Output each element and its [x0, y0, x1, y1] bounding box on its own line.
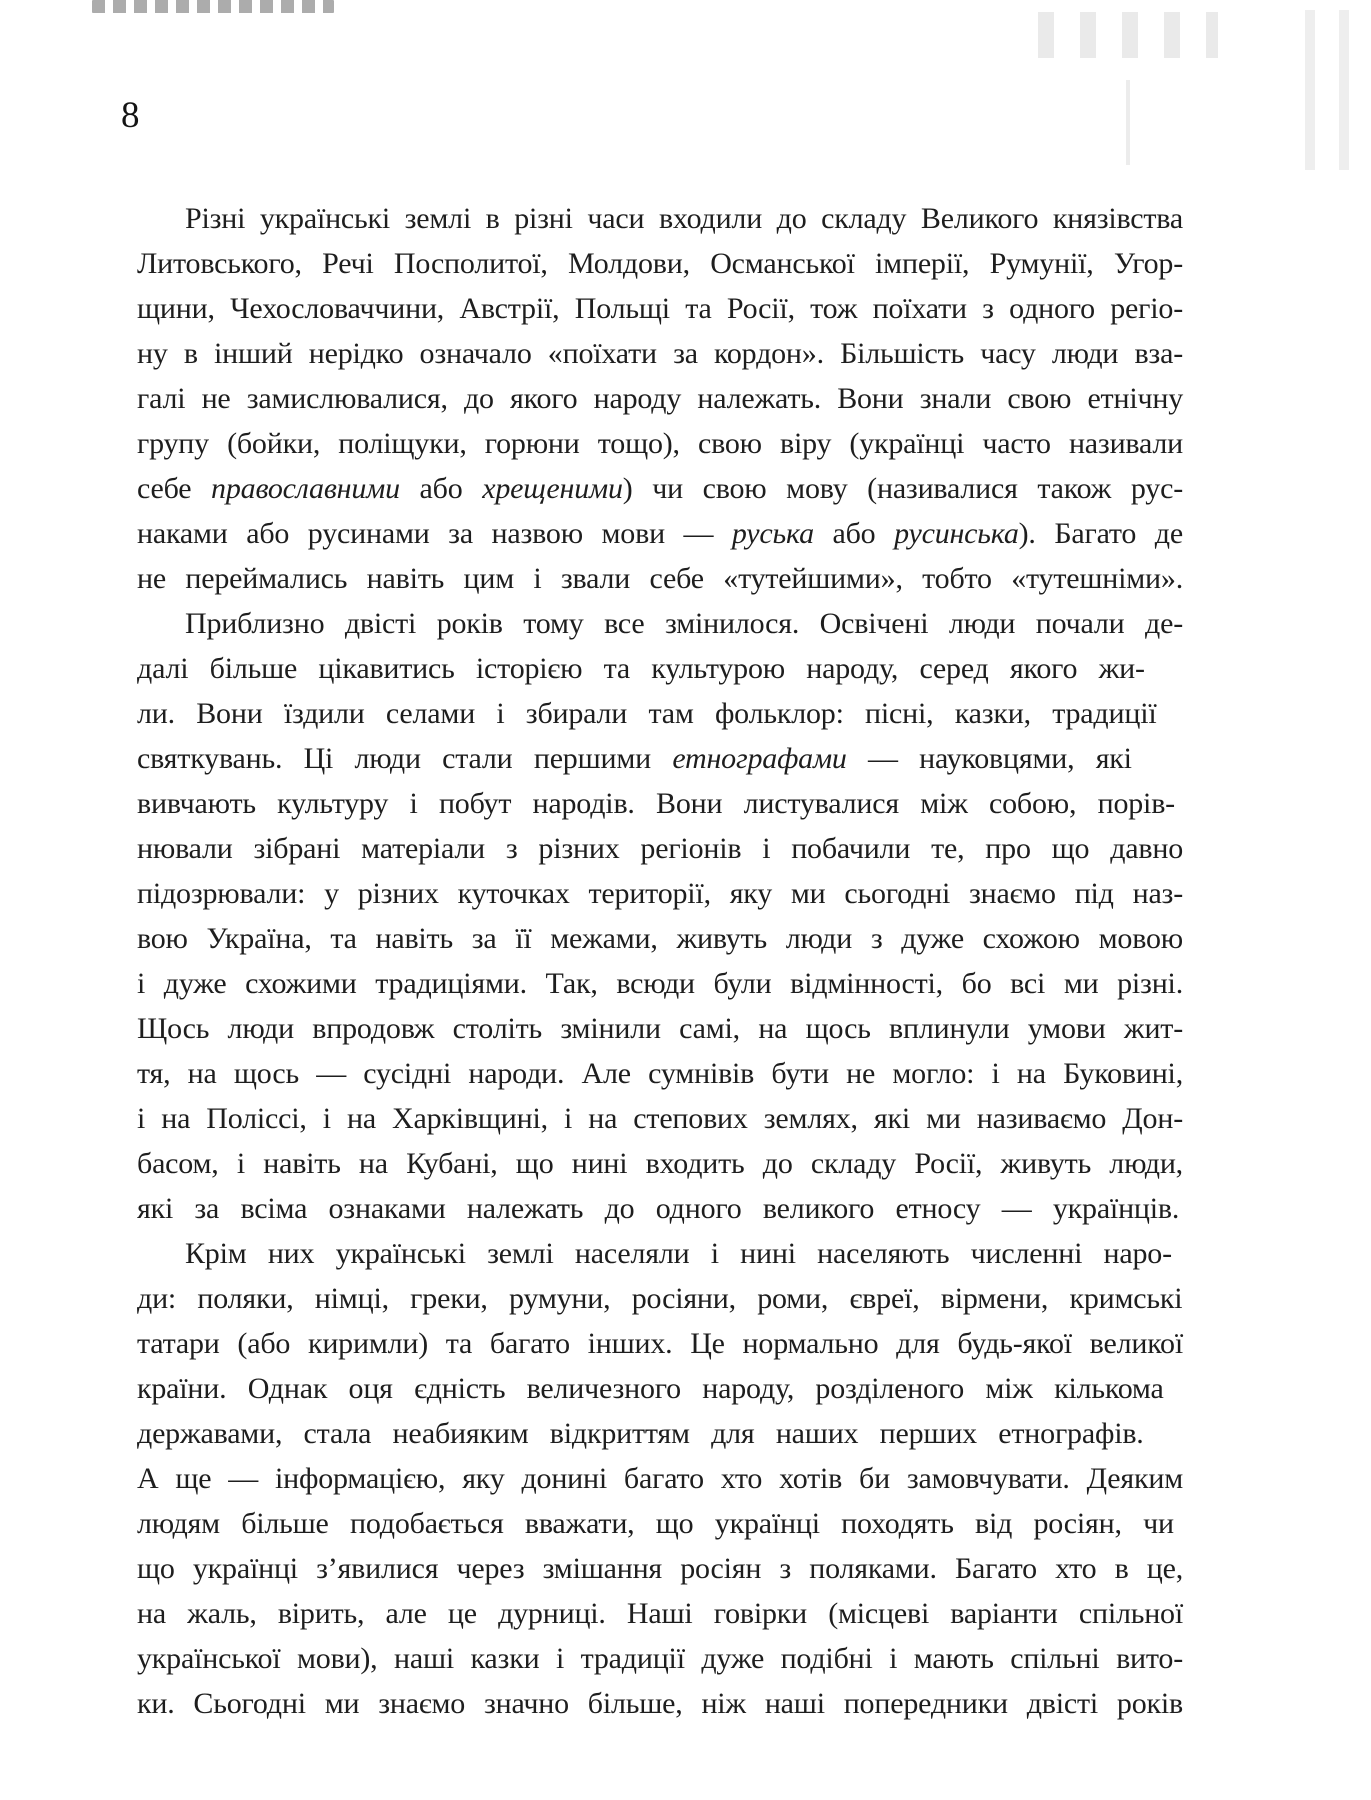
text-segment: групу (бойки, поліщуки, горюни тощо), свою віру (українці часто називали: [137, 427, 1183, 460]
text-line: [137, 1051, 1183, 1096]
text-line: [137, 421, 1183, 466]
text-line: [137, 466, 1183, 511]
text-line: [137, 196, 1183, 241]
text-segment: що українці з’явилися через змішання росіян з поляками. Багато хто в це,: [137, 1552, 1183, 1585]
text-line: [137, 1231, 1183, 1276]
text-segment: Щось люди впродовж століть змінили самі, на щось вплинули умови жит-: [137, 1012, 1183, 1045]
text-segment: української мови), наші казки і традиції дуже подібні і мають спільні вито-: [137, 1642, 1183, 1675]
text-line: [137, 1366, 1183, 1411]
text-segment: державами, стала неабияким відкриттям для наших перших етнографів.: [137, 1417, 1144, 1450]
body-text: [137, 196, 1183, 1726]
text-segment: Різні українські землі в різні часи входили до складу Великого князівства: [185, 202, 1183, 235]
text-segment: нювали зібрані матеріали з різних регіонів і побачили те, про що давно: [137, 832, 1183, 865]
text-segment: Приблизно двісті років тому все змінилося. Освічені люди почали де-: [185, 607, 1183, 640]
text-segment: святкувань. Ці люди стали першими: [137, 742, 673, 775]
text-line: [137, 1096, 1183, 1141]
text-segment: вою Україна, та навіть за її межами, живуть люди з дуже схожою мовою: [137, 922, 1183, 955]
text-segment: А ще — інформацією, яку донині багато хто хотів би замовчувати. Деяким: [137, 1462, 1183, 1495]
text-segment: країни. Однак оця єдність величезного народу, розділеного між кількома: [137, 1372, 1164, 1405]
paragraph: [137, 1231, 1183, 1726]
scan-artifact-top-right-edge: [1305, 10, 1371, 170]
text-segment: які за всіма ознаками належать до одного великого етносу — українців.: [137, 1192, 1180, 1225]
italic-text-segment: православними: [211, 472, 400, 505]
text-line: [137, 871, 1183, 916]
text-segment: або: [813, 517, 895, 550]
text-line: [137, 1636, 1183, 1681]
text-line: [137, 781, 1183, 826]
text-line: [137, 1186, 1183, 1231]
text-segment: на жаль, вірить, але це дурниці. Наші говірки (місцеві варіанти спільної: [137, 1597, 1183, 1630]
text-segment: ки. Сьогодні ми знаємо значно більше, ніж наші попередники двісті років: [137, 1687, 1183, 1720]
text-segment: себе: [137, 472, 212, 505]
text-line: [137, 601, 1183, 646]
text-line: [137, 1681, 1183, 1726]
text-segment: ну в інший нерідко означало «поїхати за кордон». Більшість часу люди вза-: [137, 337, 1183, 370]
text-line: [137, 286, 1183, 331]
text-line: [137, 826, 1183, 871]
page-number: 8: [121, 95, 140, 136]
text-line: [137, 1546, 1183, 1591]
text-segment: вивчають культуру і побут народів. Вони листувалися між собою, порів-: [137, 787, 1175, 820]
text-segment: галі не замислювалися, до якого народу належать. Вони знали свою етнічну: [137, 382, 1183, 415]
text-line: [137, 736, 1183, 781]
text-segment: тя, на щось — сусідні народи. Але сумнівів бути не могло: і на Буковині,: [137, 1057, 1183, 1090]
text-segment: не переймались навіть цим і звали себе «тутейшими», тобто «тутешніми».: [137, 562, 1183, 595]
text-line: [137, 1006, 1183, 1051]
scan-artifact-top-right: [1038, 12, 1218, 58]
paragraph: [137, 196, 1183, 601]
text-line: [137, 1276, 1183, 1321]
text-line: [137, 1501, 1183, 1546]
text-line: [137, 1456, 1183, 1501]
italic-text-segment: русинська: [894, 517, 1019, 550]
text-segment: далі більше цікавитись історією та культурою народу, серед якого жи-: [137, 652, 1145, 685]
text-line: [137, 646, 1183, 691]
italic-text-segment: хрещеними: [482, 472, 623, 505]
text-line: [137, 961, 1183, 1006]
scan-artifact-top-left: [92, 0, 334, 13]
text-segment: або: [399, 472, 483, 505]
text-segment: ди: поляки, німці, греки, румуни, росіяни, роми, євреї, вірмени, кримські: [137, 1282, 1183, 1315]
text-segment: Крім них українські землі населяли і нині населяють численні наро-: [185, 1237, 1172, 1270]
italic-text-segment: руська: [731, 517, 814, 550]
text-segment: підозрювали: у різних куточках території, яку ми сьогодні знаємо під наз-: [137, 877, 1183, 910]
text-line: [137, 916, 1183, 961]
scan-artifact-vertical-mark: [1126, 80, 1130, 165]
paragraph: [137, 601, 1183, 1231]
text-segment: ли. Вони їздили селами і збирали там фольклор: пісні, казки, традиції: [137, 697, 1157, 730]
text-line: [137, 1321, 1183, 1366]
text-segment: татари (або киримли) та багато інших. Це нормально для будь-якої великої: [137, 1327, 1183, 1360]
text-segment: щини, Чехословаччини, Австрії, Польщі та Росії, тож поїхати з одного регіо-: [137, 292, 1183, 325]
text-segment: наками або русинами за назвою мови —: [137, 517, 732, 550]
italic-text-segment: етнографами: [672, 742, 847, 775]
text-line: [137, 331, 1183, 376]
text-segment: ). Багато де: [1018, 517, 1183, 550]
text-line: [137, 1141, 1183, 1186]
text-segment: людям більше подобається вважати, що українці походять від росіян, чи: [137, 1507, 1174, 1540]
text-line: [137, 1591, 1183, 1636]
text-segment: — науковцями, які: [846, 742, 1132, 775]
text-segment: ) чи свою мову (називалися також рус-: [622, 472, 1183, 505]
text-line: [137, 1411, 1183, 1456]
text-segment: басом, і навіть на Кубані, що нині входить до складу Росії, живуть люди,: [137, 1147, 1183, 1180]
text-line: [137, 511, 1183, 556]
text-segment: і на Поліссі, і на Харківщині, і на степових землях, які ми називаємо Дон-: [137, 1102, 1183, 1135]
text-line: [137, 376, 1183, 421]
text-segment: Литовського, Речі Посполитої, Молдови, Османської імперії, Румунії, Угор-: [137, 247, 1183, 280]
text-segment: і дуже схожими традиціями. Так, всюди були відмінності, бо всі ми різні.: [137, 967, 1183, 1000]
text-line: [137, 241, 1183, 286]
text-line: [137, 556, 1183, 601]
text-line: [137, 691, 1183, 736]
